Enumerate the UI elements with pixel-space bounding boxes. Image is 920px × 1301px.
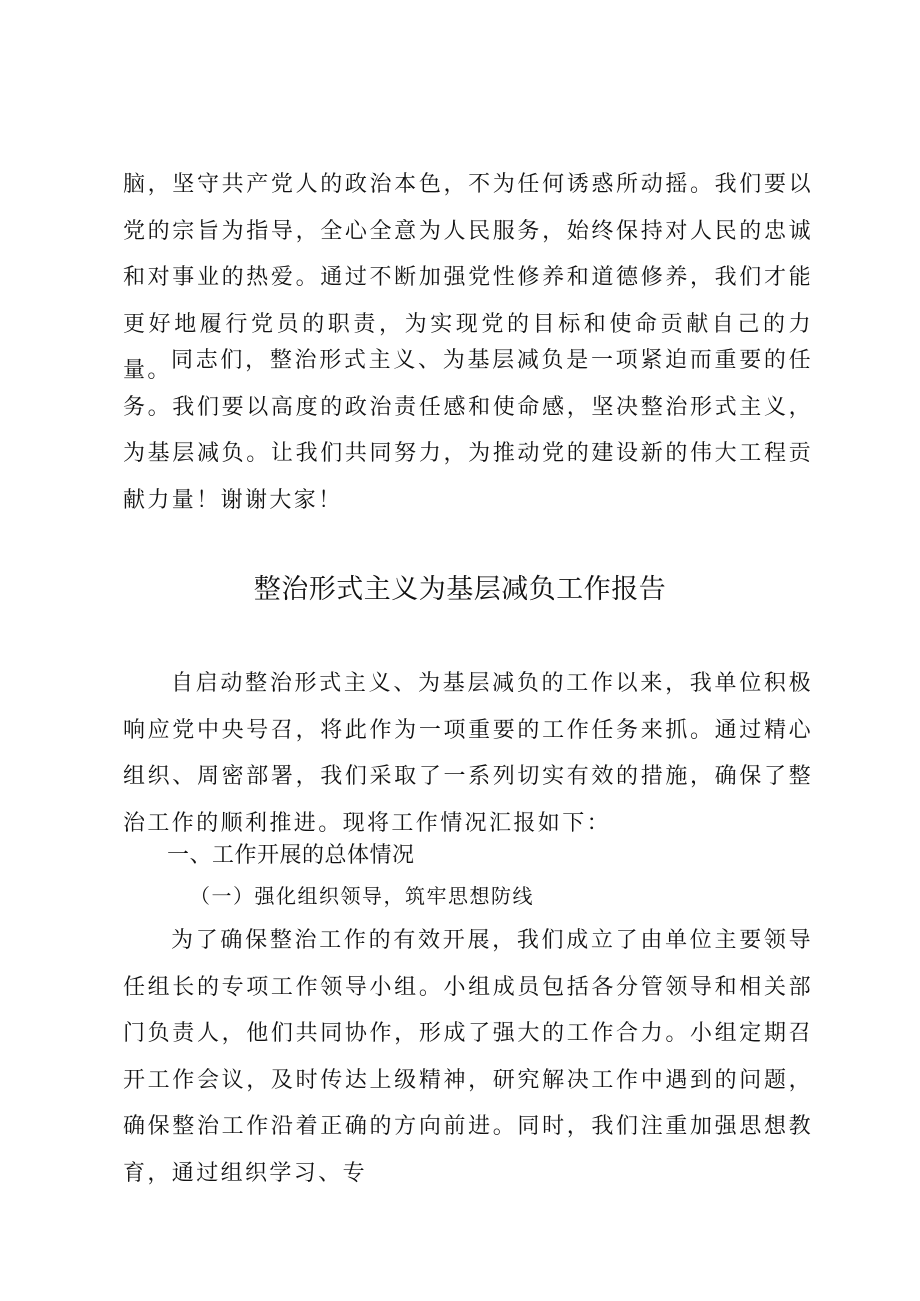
subsection-paragraph: 为了确保整治工作的有效开展，我们成立了由单位主要领导任组长的专项工作领导小组。小组成员包括各分管领导和相关部门负责人，他们共同协作，形成了强大的工作合力。小组定期召开工作会议，及时传达上级精神，研究解决工作中遇到的问题，确保整治工作沿着正确的方向前进。同时，我们注重加强思想教育，通过组织学习、专 [123, 928, 813, 1186]
closing-paragraph: 同志们，整治形式主义、为基层减负是一项紧迫而重要的任务。我们要以高度的政治责任感和使命感，坚决整治形式主义，为基层减负。让我们共同努力，为推动党的建设新的伟大工程贡献力量！谢谢大家！ [123, 348, 813, 513]
continued-paragraph: 脑，坚守共产党人的政治本色，不为任何诱惑所动摇。我们要以党的宗旨为指导，全心全意为人民服务，始终保持对人民的忠诚和对事业的热爱。通过不断加强党性修养和道德修养，我们才能更好地履行党员的职责，为实现党的目标和使命贡献自己的力量。 [123, 172, 813, 383]
report-intro-paragraph: 自启动整治形式主义、为基层减负的工作以来，我单位积极响应党中央号召，将此作为一项重要的工作任务来抓。通过精心组织、周密部署，我们采取了一系列切实有效的措施，确保了整治工作的顺利推进。现将工作情况汇报如下： [123, 671, 813, 836]
report-title: 整治形式主义为基层减负工作报告 [253, 574, 667, 605]
section-heading: 一、工作开展的总体情况 [167, 843, 415, 868]
subsection-heading: （一）强化组织领导，筑牢思想防线 [190, 884, 534, 908]
